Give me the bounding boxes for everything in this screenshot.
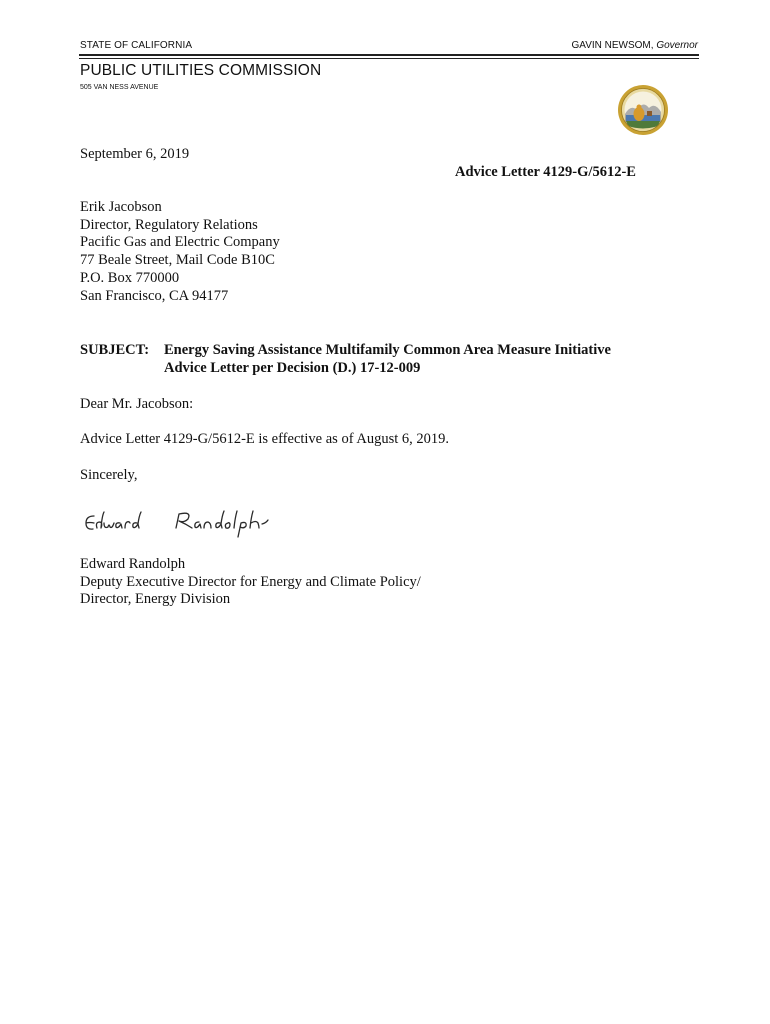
recipient-street: 77 Beale Street, Mail Code B10C xyxy=(80,252,275,269)
governor-name: GAVIN NEWSOM, xyxy=(571,40,654,51)
subject-line-2: Advice Letter per Decision (D.) 17-12-009 xyxy=(164,359,421,376)
state-label: STATE OF CALIFORNIA xyxy=(80,40,193,51)
recipient-address-block xyxy=(80,199,280,305)
agency-address: 505 VAN NESS AVENUE xyxy=(80,84,159,91)
recipient-title: Director, Regulatory Relations xyxy=(80,216,258,233)
subject-label: SUBJECT: xyxy=(80,342,150,358)
body-paragraph: Advice Letter 4129-G/5612-E is effective as of August 6, 2019. xyxy=(80,431,449,447)
subject-line-1: Energy Saving Assistance Multifamily Common Area Measure Initiative xyxy=(164,342,611,358)
handwritten-signature xyxy=(80,506,272,540)
signer-title-2: Director, Energy Division xyxy=(80,591,231,608)
signer-title-1: Deputy Executive Director for Energy and Climate Policy/ xyxy=(80,573,421,590)
recipient-city: San Francisco, CA 94177 xyxy=(80,287,229,304)
signer-block xyxy=(80,556,421,609)
governor-label xyxy=(571,40,698,51)
recipient-company: Pacific Gas and Electric Company xyxy=(80,234,280,251)
recipient-po-box: P.O. Box 770000 xyxy=(80,269,180,286)
subject-text xyxy=(164,342,611,377)
agency-title: PUBLIC UTILITIES COMMISSION xyxy=(80,62,322,79)
header-rule-thin xyxy=(79,58,699,59)
letter-date: September 6, 2019 xyxy=(80,146,190,162)
recipient-name: Erik Jacobson xyxy=(80,199,162,215)
header-rule-thick xyxy=(79,54,699,56)
signer-name: Edward Randolph xyxy=(80,556,186,572)
salutation: Dear Mr. Jacobson: xyxy=(80,396,194,412)
governor-title: Governor xyxy=(656,40,698,51)
california-seal-icon xyxy=(617,84,669,136)
advice-letter-reference: Advice Letter 4129-G/5612-E xyxy=(455,164,636,180)
closing: Sincerely, xyxy=(80,467,138,483)
